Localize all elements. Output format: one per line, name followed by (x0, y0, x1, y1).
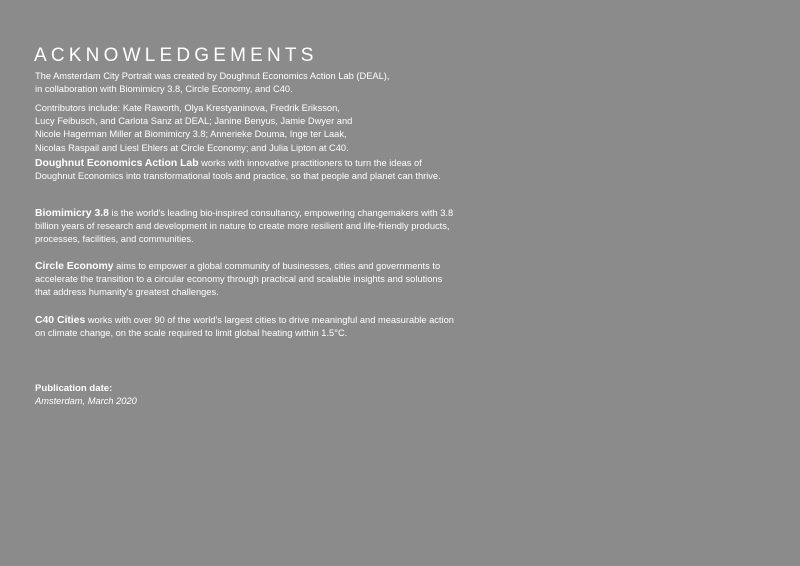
page-title: ACKNOWLEDGEMENTS (34, 44, 318, 66)
intro-line-2: in collaboration with Biomimicry 3.8, Circle Economy, and C40. (35, 84, 293, 95)
publication-text (35, 382, 455, 408)
contributors-paragraph (35, 102, 475, 155)
publication-value: Amsterdam, March 2020 (35, 396, 137, 407)
organisation-deal (35, 157, 455, 183)
intro-text (35, 70, 455, 96)
organisation-c40-description: works with over 90 of the world's largest cities to drive meaningful and measurable action on climate change, on the scale required to limit global heating within 1.5°C. (35, 315, 454, 339)
intro-line-1: The Amsterdam City Portrait was created by Doughnut Economics Action Lab (DEAL), (35, 71, 390, 81)
organisation-biomimicry-text (35, 207, 455, 247)
organisation-circle-economy (35, 260, 455, 300)
organisation-biomimicry (35, 207, 455, 247)
contributors-line-3: Nicole Hagerman Miller at Biomimicry 3.8; Annerieke Douma, Inge ter Laak, (35, 129, 347, 140)
publication-block (35, 382, 455, 408)
intro-paragraph (35, 70, 455, 96)
organisation-deal-name: Doughnut Economics Action Lab (35, 158, 199, 169)
publication-label: Publication date: (35, 383, 113, 394)
organisation-biomimicry-name: Biomimicry 3.8 (35, 208, 109, 219)
organisation-c40-text (35, 314, 455, 340)
organisation-c40-name: C40 Cities (35, 315, 86, 326)
contributors-line-2: Lucy Feibusch, and Carlota Sanz at DEAL; Janine Benyus, Jamie Dwyer and (35, 116, 353, 127)
organisation-biomimicry-description: is the world's leading bio-inspired consultancy, empowering changemakers with 3.8 billion years of research and development in nature to create more resilient and life-friendly products, processes, facilities, and communities. (35, 208, 454, 245)
organisation-circle-economy-description: aims to empower a global community of businesses, cities and governments to accelerate the transition to a circular economy through practical and scalable insights and solutions that address humanity's greatest challenges. (35, 261, 443, 298)
organisation-circle-economy-text (35, 260, 455, 300)
organisation-circle-economy-name: Circle Economy (35, 261, 114, 272)
contributors-line-4: Nicolas Raspail and Liesl Ehlers at Circle Economy; and Julia Lipton at C40. (35, 142, 349, 153)
contributors-text (35, 102, 475, 155)
organisation-deal-description: works with innovative practitioners to turn the ideas of Doughnut Economics into transformational tools and practice, so that people and planet can thrive. (35, 158, 441, 182)
organisation-deal-text (35, 157, 455, 183)
organisation-c40 (35, 314, 455, 340)
contributors-line-1: Contributors include: Kate Raworth, Olya Krestyaninova, Fredrik Eriksson, (35, 103, 340, 113)
